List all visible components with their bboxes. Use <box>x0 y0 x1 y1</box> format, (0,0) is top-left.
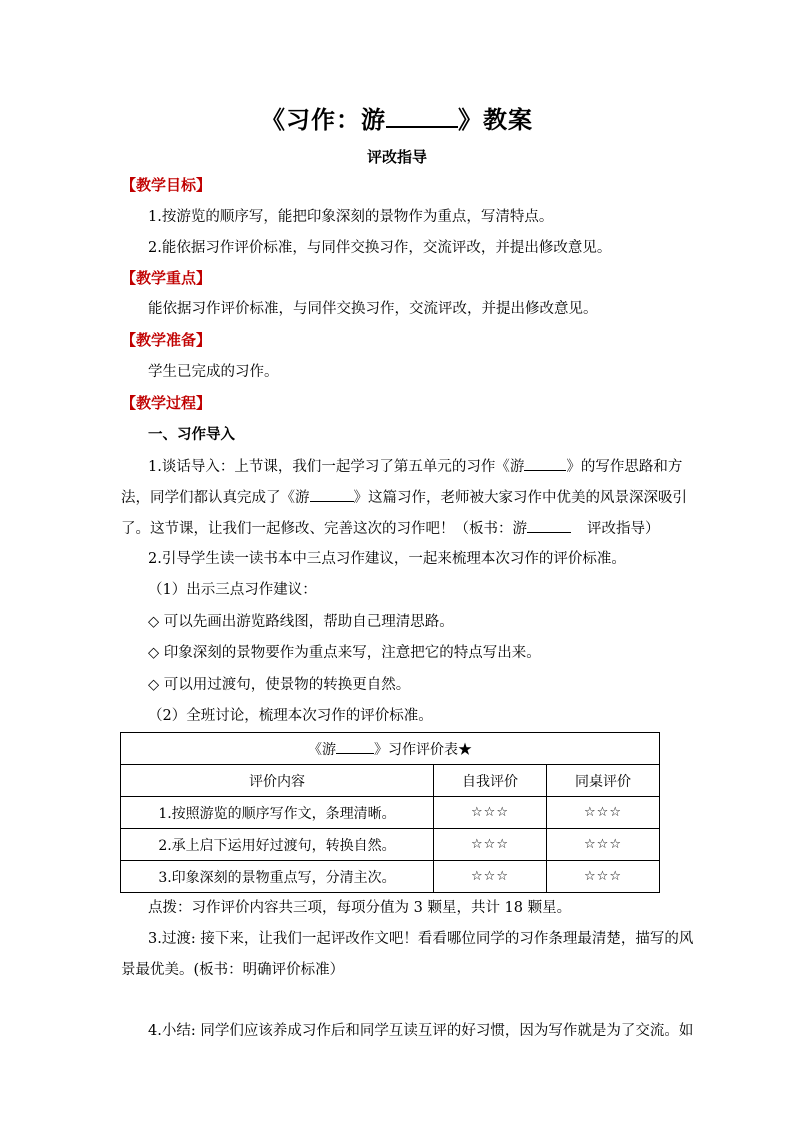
row-self-rating: ☆☆☆ <box>434 829 547 861</box>
title-suffix: 》教案 <box>458 105 533 134</box>
table-header-peer: 同桌评价 <box>547 765 660 797</box>
table-row <box>121 861 660 893</box>
paragraph-3-line-1: 3.过渡: 接下来，让我们一起评改作文吧！看看哪位同学的习作条理最清楚，描写的风 <box>148 931 694 947</box>
caption-text-b: 》习作评价表★ <box>374 741 472 758</box>
table-header-row <box>121 765 660 797</box>
section-heading-prep: 【教学准备】 <box>121 331 212 349</box>
note-paragraph: 点拨：习作评价内容共三项，每项分值为 3 颗星，共计 18 颗星。 <box>148 900 572 916</box>
paragraph-2-2: （2）全班讨论，梳理本次习作的评价标准。 <box>148 708 433 724</box>
p1-l1-text-b: 》的写作思路和方 <box>566 459 683 475</box>
document-subtitle: 评改指导 <box>366 148 427 166</box>
paragraph-1-line-1 <box>148 456 682 477</box>
table-row <box>121 797 660 829</box>
row-peer-rating: ☆☆☆ <box>547 829 660 861</box>
step-1-title: 一、习作导入 <box>148 426 235 443</box>
row-content: 1.按照游览的顺序写作文，条理清晰。 <box>121 797 434 829</box>
p1-l2-text-a: 法，同学们都认真完成了《游 <box>121 490 310 506</box>
table-header-self: 自我评价 <box>434 765 547 797</box>
table-caption-row <box>121 733 660 765</box>
row-self-rating: ☆☆☆ <box>434 861 547 893</box>
key-item-1: 能依据习作评价标准，与同伴交换习作，交流评改，并提出修改意见。 <box>148 301 598 317</box>
fill-blank <box>336 739 374 754</box>
fill-blank <box>310 487 354 502</box>
p1-l1-text-a: 1.谈话导入：上节课，我们一起学习了第五单元的习作《游 <box>148 459 525 475</box>
paragraph-2: 2.引导学生读一读书本中三点习作建议，一起来梳理本次习作的评价标准。 <box>148 551 626 567</box>
paragraph-4-line-1: 4.小结: 同学们应该养成习作后和同学互读互评的好习惯，因为写作就是为了交流。如 <box>148 1023 694 1039</box>
tip-item-2: ◇ 印象深刻的景物要作为重点来写，注意把它的特点写出来。 <box>148 645 541 661</box>
title-blank <box>386 104 458 128</box>
table-caption <box>121 733 660 765</box>
p1-l3-text-b: 评改指导） <box>587 521 660 537</box>
row-peer-rating: ☆☆☆ <box>547 861 660 893</box>
paragraph-2-1: （1）出示三点习作建议： <box>148 582 317 598</box>
document-title <box>0 100 794 135</box>
paragraph-1-line-2 <box>121 487 687 508</box>
table-header-content: 评价内容 <box>121 765 434 797</box>
tip-item-3: ◇ 可以用过渡句，使景物的转换更自然。 <box>148 677 411 693</box>
paragraph-1-line-3 <box>121 518 660 539</box>
caption-text-a: 《游 <box>308 741 336 758</box>
row-content: 2.承上启下运用好过渡句，转换自然。 <box>121 829 434 861</box>
section-heading-key: 【教学重点】 <box>121 269 212 287</box>
tip-item-1: ◇ 可以先画出游览路线图，帮助自己理清思路。 <box>148 614 454 630</box>
fill-blank <box>527 518 571 533</box>
paragraph-3-line-2: 景最优美。(板书：明确评价标准） <box>121 962 345 978</box>
section-heading-goal: 【教学目标】 <box>121 176 212 194</box>
row-self-rating: ☆☆☆ <box>434 797 547 829</box>
table-row <box>121 829 660 861</box>
title-prefix: 《习作：游 <box>261 105 386 134</box>
evaluation-table <box>120 732 660 893</box>
row-content: 3.印象深刻的景物重点写，分清主次。 <box>121 861 434 893</box>
goal-item-1: 1.按游览的顺序写，能把印象深刻的景物作为重点，写清特点。 <box>148 209 554 225</box>
p1-l3-text-a: 了。这节课，让我们一起修改、完善这次的习作吧！（板书：游 <box>121 521 527 537</box>
section-heading-process: 【教学过程】 <box>121 394 212 412</box>
goal-item-2: 2.能依据习作评价标准，与同伴交换习作，交流评改，并提出修改意见。 <box>148 240 612 256</box>
row-peer-rating: ☆☆☆ <box>547 797 660 829</box>
p1-l2-text-b: 》这篇习作，老师被大家习作中优美的风景深深吸引 <box>353 490 687 506</box>
fill-blank <box>524 456 566 471</box>
prep-item-1: 学生已完成的习作。 <box>148 364 279 380</box>
